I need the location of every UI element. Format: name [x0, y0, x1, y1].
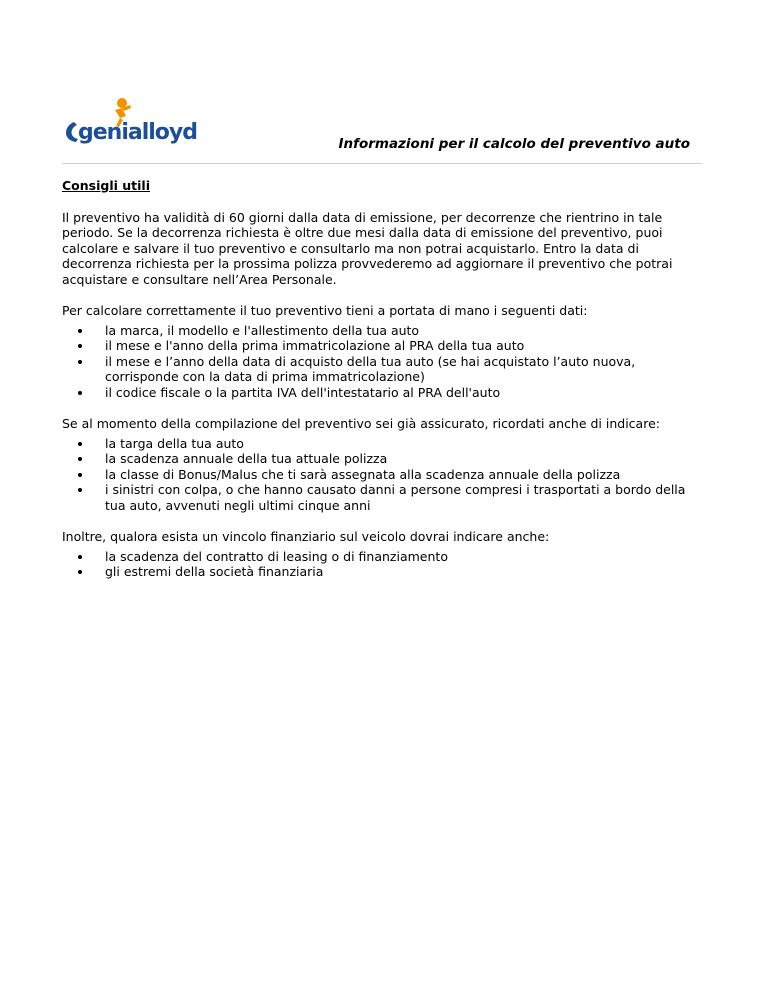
required-data-list — [62, 323, 702, 401]
section-heading: Consigli utili — [62, 178, 150, 193]
list-item: il mese e l'anno della prima immatricolazione al PRA della tua auto — [105, 338, 702, 354]
document-title: Informazioni per il calcolo del preventivo auto — [338, 136, 690, 152]
main-content — [62, 178, 702, 596]
list-item: gli estremi della società finanziaria — [105, 564, 702, 580]
header-divider — [62, 163, 702, 164]
bullet-icon — [78, 488, 82, 492]
list-item: la classe di Bonus/Malus che ti sarà assegnata alla scadenza annuale della polizza — [105, 467, 702, 483]
bullet-icon — [78, 329, 82, 333]
intro-paragraph: Il preventivo ha validità di 60 giorni dalla data di emissione, per decorrenze che rientrino in tale periodo. Se la decorrenza richiesta è oltre due mesi dalla data di emissione del preventivo, puoi calcolare e salvare il tuo preventivo e consultarlo ma non potrai acquistarlo. Entro la data di decorrenza richiesta per la prossima polizza provvederemo ad aggiornare il preventivo che potrai acquistare e consultare nell’Area Personale. — [62, 209, 673, 287]
logo-wordmark: genialloyd — [78, 120, 198, 145]
list-item: la targa della tua auto — [105, 436, 702, 452]
bullet-icon — [78, 391, 82, 395]
list-item: i sinistri con colpa, o che hanno causato danni a persone compresi i trasportati a bordo della tua auto, avvenuti negli ultimi cinque anni — [105, 482, 702, 513]
list2-intro: Se al momento della compilazione del preventivo sei già assicurato, ricordati anche di indicare: — [62, 416, 660, 431]
genialloyd-logo — [60, 96, 200, 148]
financing-data-list — [62, 549, 702, 580]
bullet-icon — [78, 442, 82, 446]
list-item: il mese e l’anno della data di acquisto della tua auto (se hai acquistato l’auto nuova, corrisponde con la data di prima immatricolazione) — [105, 354, 702, 385]
bullet-icon — [78, 570, 82, 574]
list-item: la scadenza del contratto di leasing o di finanziamento — [105, 549, 702, 565]
page-header — [0, 0, 768, 165]
list1-intro: Per calcolare correttamente il tuo preventivo tieni a portata di mano i seguenti dati: — [62, 303, 588, 318]
list-item: la scadenza annuale della tua attuale polizza — [105, 451, 702, 467]
bullet-icon — [78, 457, 82, 461]
list3-intro: Inoltre, qualora esista un vincolo finanziario sul veicolo dovrai indicare anche: — [62, 529, 550, 544]
bullet-icon — [78, 344, 82, 348]
bullet-icon — [78, 360, 82, 364]
bullet-icon — [78, 473, 82, 477]
insured-data-list — [62, 436, 702, 514]
bullet-icon — [78, 555, 82, 559]
list-item: il codice fiscale o la partita IVA dell'intestatario al PRA dell'auto — [105, 385, 702, 401]
list-item: la marca, il modello e l'allestimento della tua auto — [105, 323, 702, 339]
